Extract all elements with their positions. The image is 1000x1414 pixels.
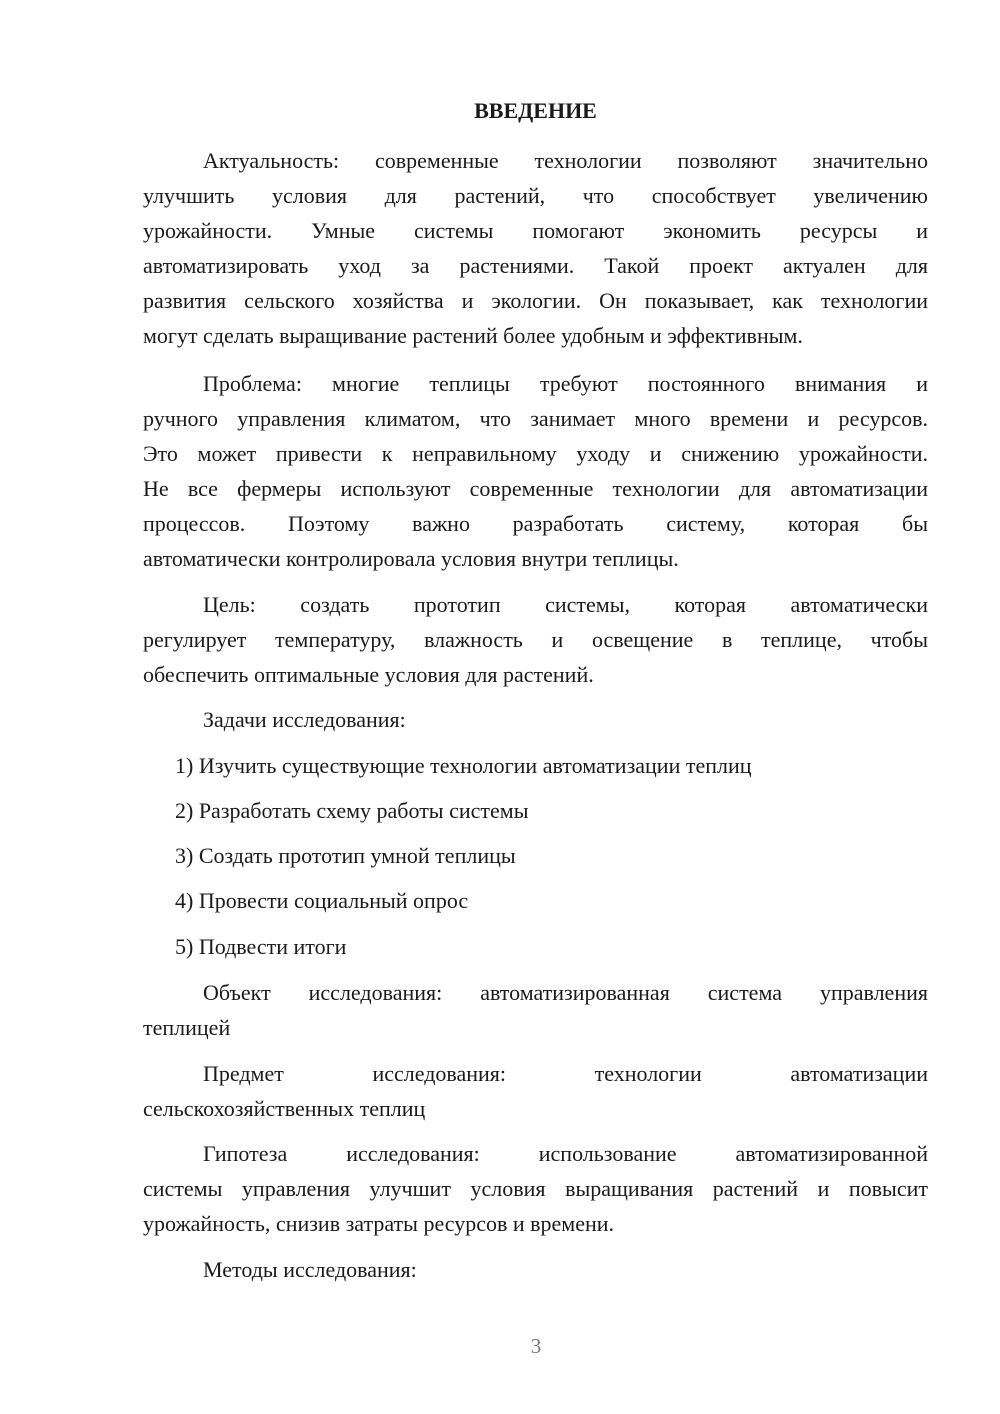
text-line: улучшить условия для растений, что способствует увеличению (143, 183, 928, 208)
text-line: урожайность, снизив затраты ресурсов и времени. (143, 1211, 615, 1236)
text-line: теплицей (143, 1015, 231, 1040)
page-title: ВВЕДЕНИЕ (474, 98, 597, 123)
text-line: Задачи исследования: (203, 707, 406, 732)
text-line: процессов. Поэтому важно разработать систему, которая бы (143, 511, 928, 536)
page-number: 3 (530, 1334, 542, 1358)
text-line: автоматизировать уход за растениями. Такой проект актуален для (143, 253, 928, 278)
text-line: 5) Подвести итоги (175, 934, 347, 959)
task-item (143, 929, 928, 964)
problem-paragraph (143, 366, 928, 576)
text-line: 2) Разработать схему работы системы (175, 798, 529, 823)
goal-paragraph (143, 587, 928, 692)
text-line: развития сельского хозяйства и экологии. Он показывает, как технологии (143, 288, 928, 313)
text-line: автоматически контролировала условия внутри теплицы. (143, 546, 679, 571)
relevance-paragraph (143, 143, 928, 353)
text-line: урожайности. Умные системы помогают экономить ресурсы и (143, 218, 928, 243)
task-item (143, 838, 928, 873)
text-line: 4) Провести социальный опрос (175, 888, 469, 913)
tasks-heading (143, 702, 928, 737)
text-line: Гипотеза исследования: использование автоматизированной (203, 1141, 928, 1166)
hypothesis-paragraph (143, 1136, 928, 1241)
task-item (143, 793, 928, 828)
text-line: Методы исследования: (203, 1257, 417, 1282)
task-item (143, 748, 928, 783)
text-line: 3) Создать прототип умной теплицы (175, 843, 516, 868)
object-paragraph (143, 975, 928, 1045)
text-line: сельскохозяйственных теплиц (143, 1096, 426, 1121)
text-line: Объект исследования: автоматизированная система управления (203, 980, 928, 1005)
text-line: могут сделать выращивание растений более удобным и эффективным. (143, 323, 803, 348)
text-line: Не все фермеры используют современные технологии для автоматизации (143, 476, 928, 501)
text-line: ручного управления климатом, что занимает много времени и ресурсов. (143, 406, 928, 431)
subject-paragraph (143, 1056, 928, 1126)
text-line: обеспечить оптимальные условия для растений. (143, 662, 594, 687)
text-line: Проблема: многие теплицы требуют постоянного внимания и (203, 371, 928, 396)
methods-heading (143, 1252, 928, 1287)
text-line: регулирует температуру, влажность и освещение в теплице, чтобы (143, 627, 928, 652)
text-line: Цель: создать прототип системы, которая автоматически (203, 592, 928, 617)
text-line: 1) Изучить существующие технологии автоматизации теплиц (175, 753, 752, 778)
text-line: Актуальность: современные технологии позволяют значительно (203, 148, 928, 173)
task-item (143, 883, 928, 918)
text-line: системы управления улучшит условия выращивания растений и повысит (143, 1176, 928, 1201)
text-line: Предмет исследования: технологии автоматизации (203, 1061, 928, 1086)
text-line: Это может привести к неправильному уходу и снижению урожайности. (143, 441, 928, 466)
